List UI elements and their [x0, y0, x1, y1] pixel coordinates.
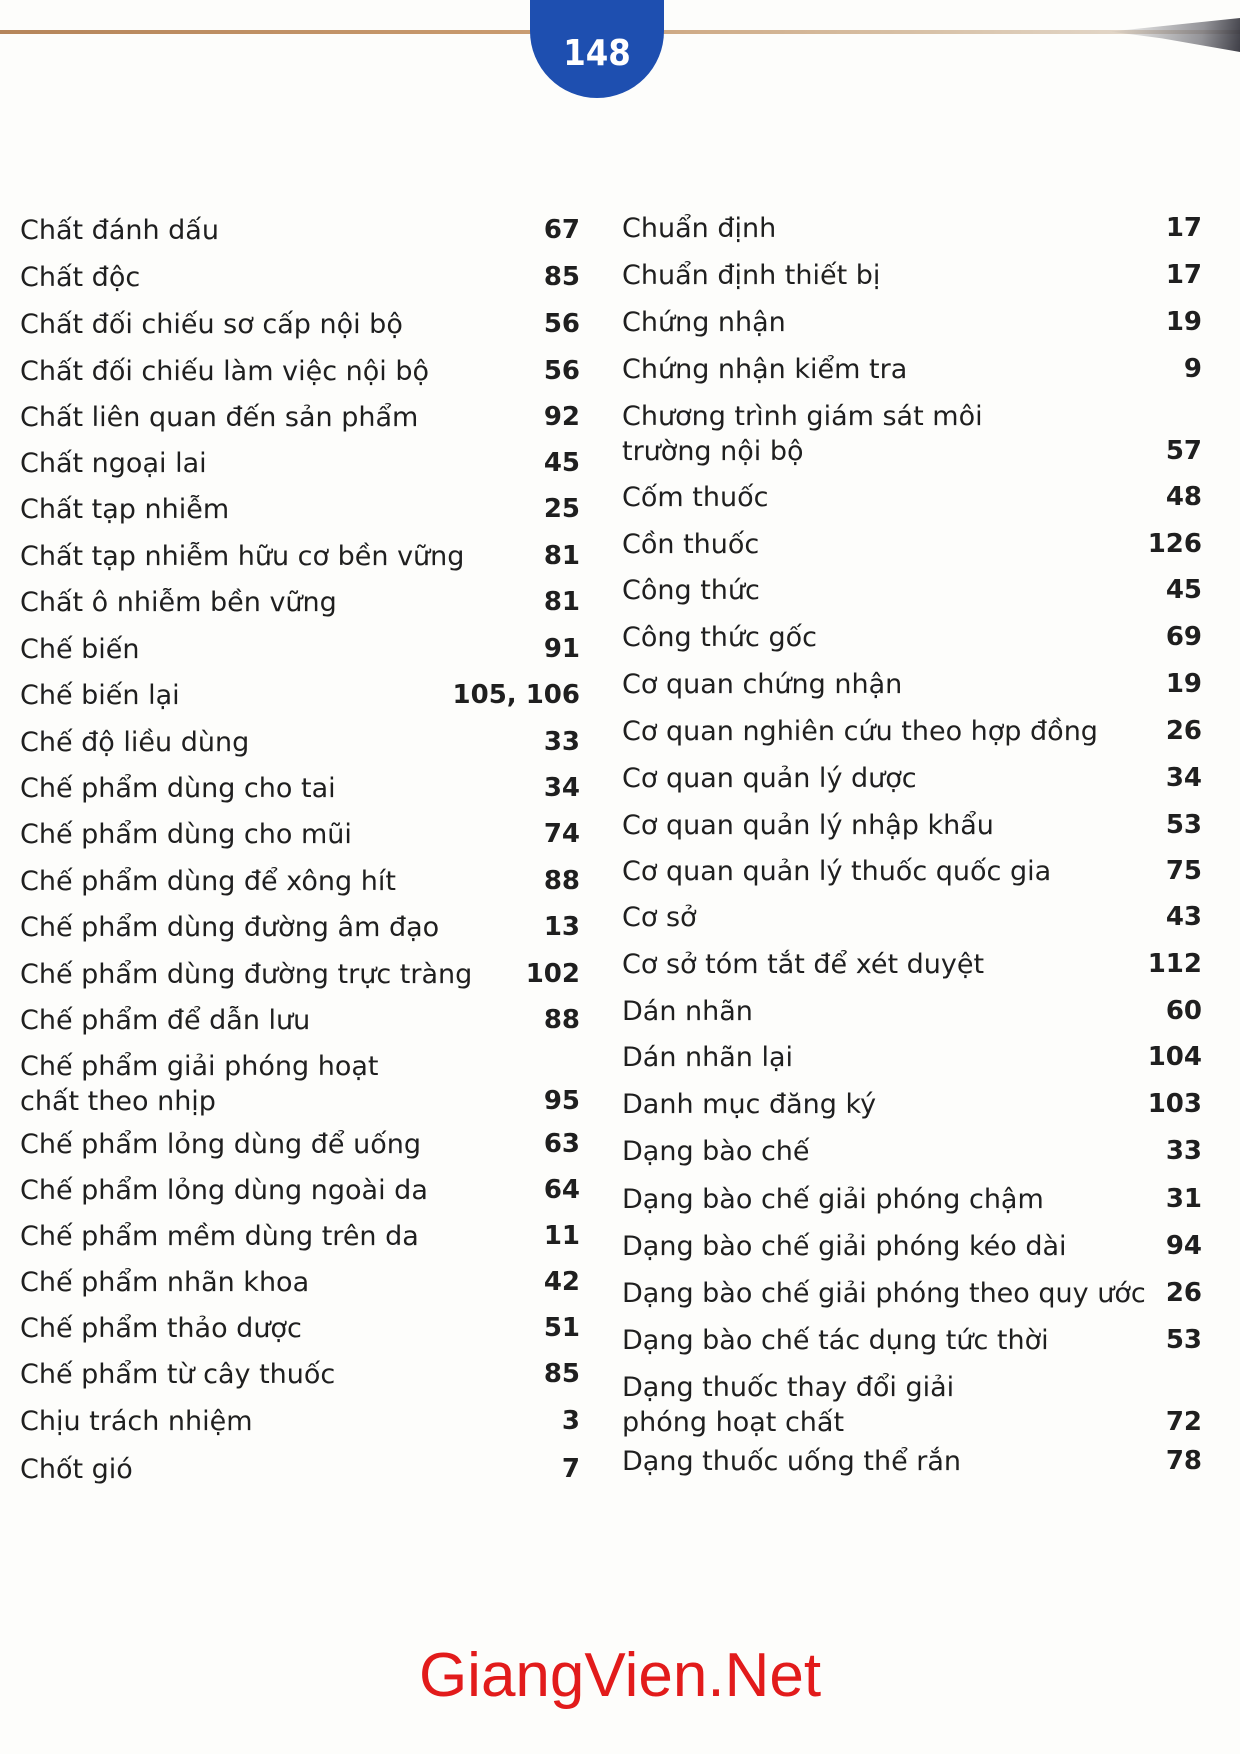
page-corner-shadow [1110, 18, 1240, 52]
index-entry [622, 1444, 1202, 1479]
index-term: Cơ quan nghiên cứu theo hợp đồng [622, 716, 1098, 747]
index-entry [20, 1003, 580, 1038]
index-page: 11 [543, 1221, 580, 1251]
index-entry [622, 1182, 1202, 1217]
index-term: Chế phẩm dùng để xông hít [20, 866, 396, 897]
index-entry [622, 258, 1202, 293]
index-entry [622, 1040, 1202, 1075]
index-entry [20, 1173, 580, 1208]
index-entry [20, 1311, 580, 1346]
index-term: Cơ quan quản lý dược [622, 763, 917, 794]
index-page: 9 [1183, 354, 1202, 384]
index-page: 17 [1165, 213, 1202, 243]
index-entry [20, 260, 580, 295]
index-term: Chịu trách nhiệm [20, 1406, 253, 1437]
index-term: Chế độ liều dùng [20, 727, 250, 758]
index-entry [20, 400, 580, 435]
index-term: Chương trình giám sát môi trường nội bộ [622, 401, 983, 467]
index-entry [20, 307, 580, 342]
index-entry [20, 446, 580, 481]
index-entry [20, 771, 580, 806]
index-term: Chế phẩm thảo dược [20, 1313, 302, 1344]
index-term: Chế biến lại [20, 680, 180, 711]
index-term: Chất ngoại lai [20, 448, 207, 479]
index-entry [622, 1370, 1202, 1440]
index-term: Chất ô nhiễm bền vững [20, 587, 337, 618]
index-entry [20, 1404, 580, 1439]
index-page: 88 [543, 1005, 580, 1035]
index-page: 104 [1147, 1042, 1202, 1072]
index-page: 94 [1165, 1231, 1202, 1261]
index-entry [20, 725, 580, 760]
index-entry [20, 1049, 580, 1119]
index-page: 25 [543, 494, 580, 524]
index-page: 92 [543, 402, 580, 432]
index-entry [20, 817, 580, 852]
index-entry [622, 1229, 1202, 1264]
index-term: Chất đánh dấu [20, 215, 219, 246]
index-term: Chất độc [20, 262, 141, 293]
index-entry [622, 1087, 1202, 1122]
index-page: 81 [543, 587, 580, 617]
index-page: 19 [1165, 307, 1202, 337]
index-page: 75 [1165, 856, 1202, 886]
index-entry [622, 947, 1202, 982]
index-entry [20, 1219, 580, 1254]
index-term: Cơ sở tóm tắt để xét duyệt [622, 949, 985, 980]
index-term: Chế phẩm mềm dùng trên da [20, 1221, 419, 1252]
index-term: Cồn thuốc [622, 529, 760, 560]
index-entry [20, 585, 580, 620]
index-term: Chất tạp nhiễm [20, 494, 230, 525]
index-term: Dạng thuốc thay đổi giải phóng hoạt chất [622, 1372, 955, 1438]
index-entry [20, 354, 580, 389]
index-page: 13 [543, 912, 580, 942]
index-term: Chế phẩm để dẫn lưu [20, 1005, 311, 1036]
index-page: 74 [543, 819, 580, 849]
index-entry [20, 864, 580, 899]
index-entry [20, 957, 580, 992]
index-term: Chất tạp nhiễm hữu cơ bền vững [20, 541, 465, 572]
index-page: 91 [543, 634, 580, 664]
index-page: 33 [1165, 1136, 1202, 1166]
index-page: 85 [543, 1359, 580, 1389]
index-page: 56 [543, 356, 580, 386]
index-page: 31 [1165, 1184, 1202, 1214]
index-term: Chế phẩm dùng cho tai [20, 773, 336, 804]
index-term: Chế phẩm lỏng dùng ngoài da [20, 1175, 428, 1206]
index-page: 112 [1147, 949, 1202, 979]
index-page: 105, 106 [452, 680, 580, 710]
index-term: Dán nhãn lại [622, 1042, 794, 1073]
index-page: 45 [543, 448, 580, 478]
index-term: Công thức gốc [622, 622, 817, 653]
index-term: Cốm thuốc [622, 482, 769, 513]
index-page: 78 [1165, 1446, 1202, 1476]
index-entry [20, 910, 580, 945]
index-page: 17 [1165, 260, 1202, 290]
index-page: 43 [1165, 902, 1202, 932]
index-page: 88 [543, 866, 580, 896]
index-page: 45 [1165, 575, 1202, 605]
index-term: Dạng bào chế tác dụng tức thời [622, 1325, 1049, 1356]
index-entry [20, 1452, 580, 1487]
watermark-text: GiangVien.Net [418, 1641, 822, 1710]
index-term: Dạng bào chế giải phóng theo quy ước [622, 1278, 1146, 1309]
index-entry [622, 352, 1202, 387]
index-page: 57 [1165, 436, 1202, 466]
index-term: Chế phẩm từ cây thuốc [20, 1359, 336, 1390]
index-entry [20, 678, 580, 713]
index-page: 69 [1165, 622, 1202, 652]
index-entry [622, 808, 1202, 843]
index-page: 48 [1165, 482, 1202, 512]
index-term: Dán nhãn [622, 996, 753, 1027]
index-page: 64 [543, 1175, 580, 1205]
index-term: Chế phẩm lỏng dùng để uống [20, 1129, 421, 1160]
index-term: Chế phẩm dùng đường âm đạo [20, 912, 440, 943]
index-term: Dạng bào chế giải phóng kéo dài [622, 1231, 1067, 1262]
index-page: 103 [1147, 1089, 1202, 1119]
index-term: Chốt gió [20, 1454, 133, 1485]
index-page: 51 [543, 1313, 580, 1343]
index-page: 72 [1165, 1407, 1202, 1437]
index-term: Dạng bào chế giải phóng chậm [622, 1184, 1044, 1215]
index-entry [622, 305, 1202, 340]
index-term: Chất liên quan đến sản phẩm [20, 402, 419, 433]
index-term: Chế phẩm dùng cho mũi [20, 819, 352, 850]
index-entry [622, 854, 1202, 889]
index-term: Cơ quan chứng nhận [622, 669, 903, 700]
index-entry [622, 399, 1202, 469]
index-entry [622, 480, 1202, 515]
index-page: 7 [561, 1454, 580, 1484]
index-page: 34 [1165, 763, 1202, 793]
index-term: Công thức [622, 575, 760, 606]
index-entry [20, 1265, 580, 1300]
index-page: 81 [543, 541, 580, 571]
index-term: Cơ sở [622, 902, 697, 933]
index-entry [622, 211, 1202, 246]
index-page: 126 [1147, 529, 1202, 559]
index-page: 33 [543, 727, 580, 757]
index-term: Chất đối chiếu sơ cấp nội bộ [20, 309, 403, 340]
index-entry [622, 714, 1202, 749]
index-entry [622, 527, 1202, 562]
index-page: 34 [543, 773, 580, 803]
index-term: Dạng bào chế [622, 1136, 810, 1167]
index-page: 19 [1165, 669, 1202, 699]
index-entry [622, 620, 1202, 655]
index-page: 26 [1165, 1278, 1202, 1308]
index-term: Chế phẩm giải phóng hoạt chất theo nhịp [20, 1051, 379, 1117]
index-term: Chế phẩm nhãn khoa [20, 1267, 310, 1298]
index-page: 3 [561, 1406, 580, 1436]
index-entry [20, 1127, 580, 1162]
index-entry [20, 213, 580, 248]
index-entry [622, 1134, 1202, 1169]
index-entry [622, 900, 1202, 935]
index-term: Chuẩn định thiết bị [622, 260, 881, 291]
index-term: Chứng nhận [622, 307, 786, 338]
index-page: 56 [543, 309, 580, 339]
index-entry [20, 1357, 580, 1392]
index-page: 42 [543, 1267, 580, 1297]
index-term: Danh mục đăng ký [622, 1089, 877, 1120]
index-entry [20, 492, 580, 527]
index-page: 53 [1165, 810, 1202, 840]
index-entry [622, 1276, 1202, 1311]
index-page: 60 [1165, 996, 1202, 1026]
index-page: 95 [543, 1086, 580, 1116]
index-term: Chứng nhận kiểm tra [622, 354, 908, 385]
index-entry [20, 632, 580, 667]
index-term: Chất đối chiếu làm việc nội bộ [20, 356, 430, 387]
index-term: Chuẩn định [622, 213, 777, 244]
index-entry [622, 573, 1202, 608]
index-term: Cơ quan quản lý thuốc quốc gia [622, 856, 1052, 887]
index-entry [622, 761, 1202, 796]
index-term: Chế phẩm dùng đường trực tràng [20, 959, 473, 990]
index-entry [622, 1323, 1202, 1358]
index-term: Chế biến [20, 634, 140, 665]
index-entry [622, 667, 1202, 702]
index-term: Dạng thuốc uống thể rắn [622, 1446, 962, 1477]
index-page: 85 [543, 262, 580, 292]
index-entry [20, 539, 580, 574]
index-page: 102 [525, 959, 580, 989]
index-entry [622, 994, 1202, 1029]
index-page: 26 [1165, 716, 1202, 746]
index-page: 67 [543, 215, 580, 245]
index-page: 53 [1165, 1325, 1202, 1355]
page-number-badge: 148 [530, 0, 664, 98]
index-page: 63 [543, 1129, 580, 1159]
index-term: Cơ quan quản lý nhập khẩu [622, 810, 994, 841]
